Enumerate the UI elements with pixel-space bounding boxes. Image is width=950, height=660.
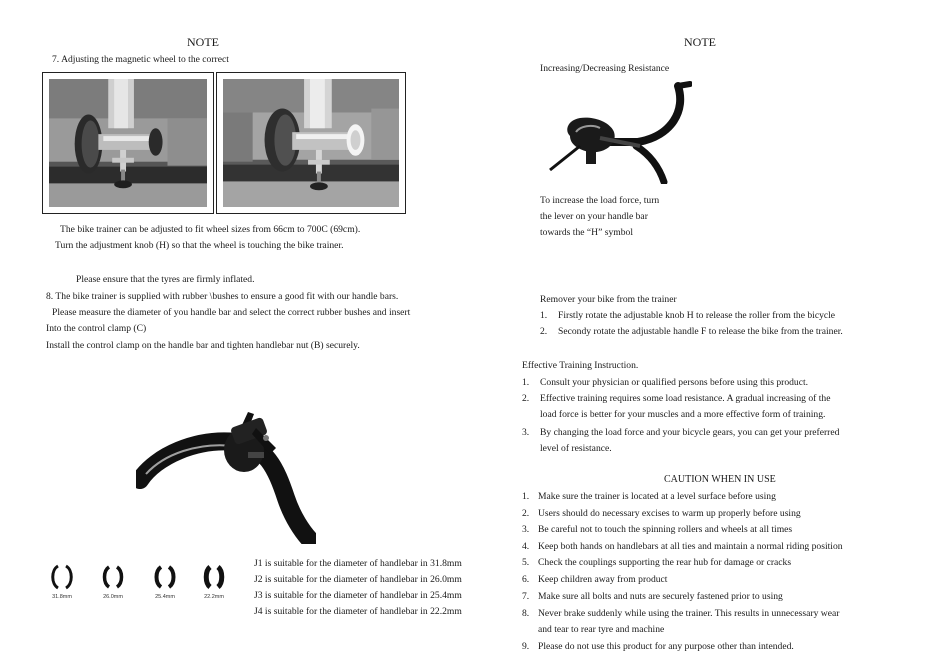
- resistance-line-1: To increase the load force, turn: [540, 195, 660, 206]
- remove-step-2-text: Secondy rotate the adjustable handle F to release the bike from the trainer.: [558, 326, 843, 337]
- caution-6-text: Keep children away from product: [538, 574, 668, 585]
- bush-j2: [91, 562, 135, 608]
- remove-step-2-num: 2.: [540, 326, 548, 337]
- bush-j3-text: J3 is suitable for the diameter of handlebar in 25.4mm: [254, 590, 462, 601]
- training-step-2-line-2: load force is better for your muscles and a more effective form of training.: [540, 409, 826, 420]
- bush-j1-icon: [47, 562, 77, 592]
- caution-9-num: 9.: [522, 641, 530, 652]
- training-step-3-line-2: level of resistance.: [540, 443, 612, 454]
- caution-9-text: Please do not use this product for any purpose other than intended.: [538, 641, 794, 652]
- remove-step-1-text: Firstly rotate the adjustable knob H to release the roller from the bicycle: [558, 310, 836, 321]
- bush-j2-icon: [98, 562, 128, 592]
- right-note-heading: NOTE: [684, 35, 716, 49]
- training-title: Effective Training Instruction.: [522, 360, 639, 371]
- remove-bike-title: Remover your bike from the trainer: [540, 294, 677, 305]
- tyre-inflated-text: Please ensure that the tyres are firmly inflated.: [76, 274, 255, 285]
- caution-7-text: Make sure all bolts and nuts are securely fastened prior to using: [538, 591, 783, 602]
- training-step-2-line-1: Effective training requires some load resistance. A gradual increasing of the: [540, 393, 831, 404]
- bush-j4-text: J4 is suitable for the diameter of handlebar in 22.2mm: [254, 606, 462, 617]
- resistance-line-2: the lever on your handle bar: [540, 211, 648, 222]
- resistance-line-3: towards the “H” symbol: [540, 227, 633, 238]
- bush-j4-icon: [199, 562, 229, 592]
- step-7-text: 7. Adjusting the magnetic wheel to the correct: [52, 54, 229, 65]
- wheel-adjust-photo-1: [42, 72, 214, 214]
- handlebar-clamp-illustration: [136, 408, 316, 544]
- caution-4-text: Keep both hands on handlebars at all ties and maintain a normal riding position: [538, 541, 843, 552]
- bush-j4: [192, 562, 236, 608]
- caution-5-num: 5.: [522, 557, 530, 568]
- bush-j3-label: 25.4mm: [155, 594, 175, 600]
- training-step-2-num: 2.: [522, 393, 530, 404]
- step-8-text: 8. The bike trainer is supplied with rubber \bushes to ensure a good fit with our handle bars.: [46, 291, 399, 302]
- caution-title: CAUTION WHEN IN USE: [664, 474, 776, 485]
- bush-j2-label: 26.0mm: [103, 594, 123, 600]
- resistance-lever-illustration: [540, 80, 692, 184]
- caution-7-num: 7.: [522, 591, 530, 602]
- install-clamp-text: Install the control clamp on the handle bar and tighten handlebar nut (B) securely.: [46, 340, 360, 351]
- bush-j4-label: 22.2mm: [204, 594, 224, 600]
- caution-2-num: 2.: [522, 508, 530, 519]
- caution-3-num: 3.: [522, 524, 530, 535]
- wheel-adjust-photo-2: [216, 72, 406, 214]
- left-note-heading: NOTE: [187, 35, 219, 49]
- caution-1-text: Make sure the trainer is located at a level surface before using: [538, 491, 776, 502]
- adjust-knob-text: Turn the adjustment knob (H) so that the wheel is touching the bike trainer.: [55, 240, 344, 251]
- caution-8-line-1: Never brake suddenly while using the trainer. This results in unnecessary wear: [538, 608, 840, 619]
- caution-8-num: 8.: [522, 608, 530, 619]
- training-step-1-text: Consult your physician or qualified persons before using this product.: [540, 377, 809, 388]
- remove-step-1-num: 1.: [540, 310, 548, 321]
- training-step-3-num: 3.: [522, 427, 530, 438]
- caution-2-text: Users should do necessary excises to warm up properly before using: [538, 508, 801, 519]
- caution-3-text: Be careful not to touch the spinning rollers and wheels at all times: [538, 524, 793, 535]
- bush-j1: [40, 562, 84, 608]
- measure-diameter-text: Please measure the diameter of you handle bar and select the correct rubber bushes and insert: [52, 307, 411, 318]
- caution-1-num: 1.: [522, 491, 530, 502]
- caution-4-num: 4.: [522, 541, 530, 552]
- caution-8-line-2: and tear to rear tyre and machine: [538, 624, 665, 635]
- caution-5-text: Check the couplings supporting the rear hub for damage or cracks: [538, 557, 792, 568]
- control-clamp-text: Into the control clamp (C): [46, 323, 147, 334]
- bush-j3: [143, 562, 187, 608]
- resistance-title: Increasing/Decreasing Resistance: [540, 63, 670, 74]
- training-step-1-num: 1.: [522, 377, 530, 388]
- caution-6-num: 6.: [522, 574, 530, 585]
- wheel-size-text: The bike trainer can be adjusted to fit wheel sizes from 66cm to 700C (69cm).: [60, 224, 361, 235]
- bush-j3-icon: [150, 562, 180, 592]
- training-step-3-line-1: By changing the load force and your bicycle gears, you can get your preferred: [540, 427, 840, 438]
- bush-j1-text: J1 is suitable for the diameter of handlebar in 31.8mm: [254, 558, 462, 569]
- bush-j1-label: 31.8mm: [52, 594, 72, 600]
- bush-j2-text: J2 is suitable for the diameter of handlebar in 26.0mm: [254, 574, 462, 585]
